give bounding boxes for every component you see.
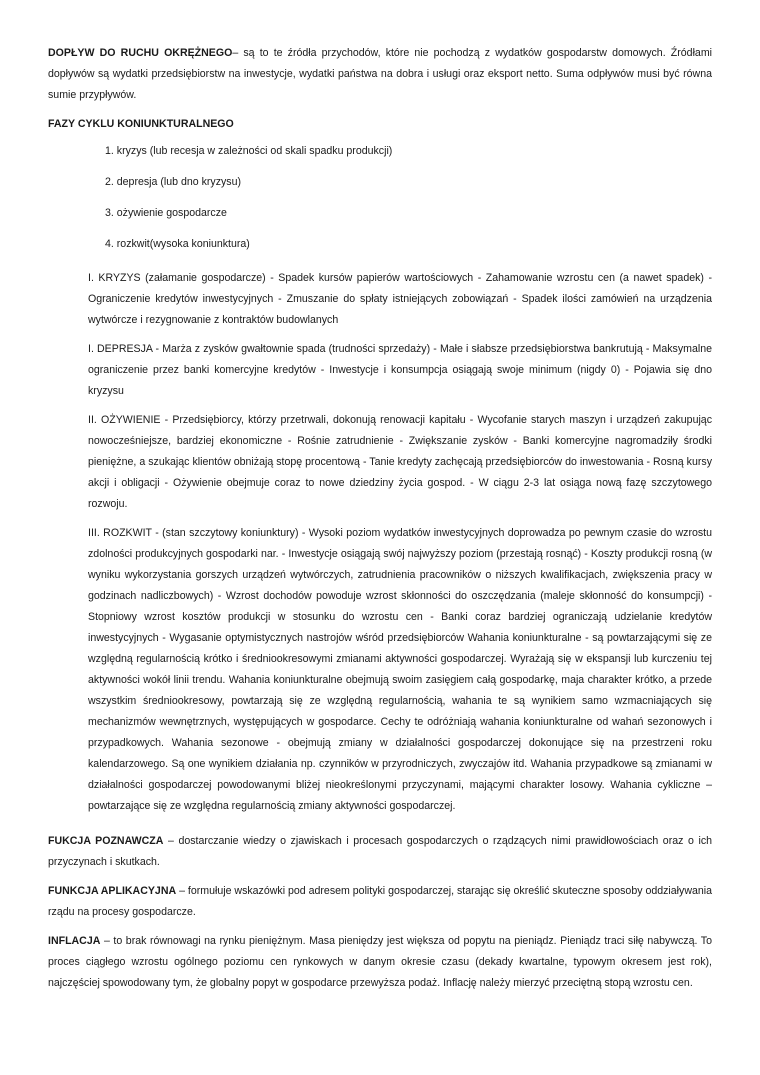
definition-term: FUKCJA POZNAWCZA bbox=[48, 835, 164, 847]
definition-fukcja-poznawcza bbox=[48, 831, 712, 873]
phase-descriptions bbox=[88, 268, 712, 817]
list-item: 3. ożywienie gospodarcze bbox=[105, 207, 227, 219]
phase-depresja-paragraph: I. DEPRESJA - Marża z zysków gwałtownie spada (trudności sprzedaży) - Małe i słabsze przedsiębiorstwa bankrutują - Maksymalne ograniczenie przez banki komercyjne kredytów - Inwestycje i konsumpcja osiągają swoje minimum (nigdy 0) - Pojawia się dno kryzysu bbox=[88, 343, 712, 397]
definition-text: – dostarczanie wiedzy o zjawiskach i procesach gospodarczych o rządzących nimi prawidłowościach oraz o ich przyczynach i skutkach. bbox=[48, 835, 713, 868]
definition-text: – to brak równowagi na rynku pieniężnym. Masa pieniędzy jest większa od popytu na pieniądz. Pieniądz traci siłę nabywczą. To proces ciągłego wzrostu ogólnego poziomu cen rynkowych w danym okresie czasu (dekady kwartalne, typowym okresem jest rok), najczęściej spowodowany tym, że globalny popyt w gospodarce przewyższa podaż. Inflację należy mierzyć przeciętną stopą wzrostu cen. bbox=[48, 935, 712, 989]
phases-heading: FAZY CYKLU KONIUNKTURALNEGO bbox=[48, 118, 234, 130]
phase-kryzys-paragraph: I. KRYZYS (załamanie gospodarcze) - Spadek kursów papierów wartościowych - Zahamowanie wzrostu cen (a nawet spadek) - Ograniczenie kredytów inwestycyjnych - Zmuszanie do spłaty istniejących zobowiązań - Spadek ilości zamówień na urządzenia wytwórcze i rezygnowanie z kontraktów budowlanych bbox=[88, 272, 712, 326]
definition-funkcja-aplikacyjna bbox=[48, 881, 712, 923]
document-page bbox=[48, 43, 712, 994]
definition-inflacja bbox=[48, 931, 712, 994]
list-item: 4. rozkwit(wysoka koniunktura) bbox=[105, 238, 250, 250]
phase-rozkwit-paragraph: III. ROZKWIT - (stan szczytowy koniunktury) - Wysoki poziom wydatków inwestycyjnych doprowadza po pewnym czasie do wzrostu zdolności produkcyjnych gospodarki nar. - Inwestycje osiągają swój najwyższy poziom (przestają rosnąć) - Koszty produkcji rosną (w wyniku wykorzystania gorszych urządzeń wytwórczych, zatrudnienia pracowników o niższych kwalifikacjach, zwiększenia pracy w godzinach nadliczbowych) - Wzrost dochodów powoduje wzrost skłonności do oszczędzania (maleje skłonność do konsumpcji) - Stopniowy wzrost kosztów produkcji w stosunku do wzrostu cen - Banki coraz bardziej ograniczają udzielanie kredytów inwestycyjnych - Wygasanie optymistycznych nastrojów wśród przedsiębiorców Wahania koniunkturalne - są powtarzającymi się ze względną regularnością krótko i średniookresowymi zmianami aktywności gospodarczej. Wyrażają się w ekspansji lub kurczeniu tej aktywności wokół linii trendu. Wahania koniunkturalne obejmują swoim zasięgiem całą gospodarkę, maja charakter krótko, a przede wszystkim średniookresowy, powtarzają się ze względną regularnością, wahania te są wynikiem samo wzmacniających się mechanizmów wewnętrznych, występujących w gospodarce. Cechy te odróżniają wahania koniunkturalne od wahań sezonowych i przypadkowych. Wahania sezonowe - obejmują zmiany w działalności gospodarczej dokonujące się na przestrzeni roku kalendarzowego. Są one wynikiem działania np. czynników w przyrodniczych, zwyczajów itd. Wahania przypadkowe są zmianami w działalności gospodarczej powodowanymi bliżej nieokreślonymi przyczynami, mającymi charakter losowy. Wahania cykliczne – powtarzające się ze względna regularnością zmiany aktywności gospodarczej. bbox=[88, 527, 712, 812]
intro-paragraph bbox=[48, 43, 712, 106]
definition-term: INFLACJA bbox=[48, 935, 101, 947]
intro-term: DOPŁYW DO RUCHU OKRĘŻNEGO bbox=[48, 47, 233, 59]
intro-text: – są to te źródła przychodów, które nie pochodzą z wydatków gospodarstw domowych. Źródłami dopływów są wydatki przedsiębiorstw na inwestycje, wydatki państwa na dobra i usługi oraz eksport netto. Suma odpływów musi być równa sumie przypływów. bbox=[48, 47, 712, 101]
phases-list bbox=[105, 136, 712, 260]
phase-ozywienie-paragraph: II. OŻYWIENIE - Przedsiębiorcy, którzy przetrwali, dokonują renowacji kapitału - Wycofanie starych maszyn i urządzeń zakupując nowocześniejsze, bardziej ekonomiczne - Rośnie zatrudnienie - Zwiększanie zysków - Banki komercyjne nagromadziły środki pieniężne, a szukając klientów obniżają stopę procentową - Tanie kredyty zachęcają przedsiębiorców do inwestowania - Rosną kursy akcji i obligacji - Ożywienie obejmuje coraz to nowe dziedziny życia gospod. - W ciągu 2-3 lat osiąga nową fazę szczytowego rozwoju. bbox=[88, 414, 712, 510]
definition-text: – formułuje wskazówki pod adresem polityki gospodarczej, starając się określić skuteczne sposoby oddziaływania rządu na procesy gospodarcze. bbox=[48, 885, 712, 918]
list-item: 2. depresja (lub dno kryzysu) bbox=[105, 176, 242, 188]
definition-term: FUNKCJA APLIKACYJNA bbox=[48, 885, 177, 897]
list-item: 1. kryzys (lub recesja w zależności od skali spadku produkcji) bbox=[105, 145, 393, 157]
